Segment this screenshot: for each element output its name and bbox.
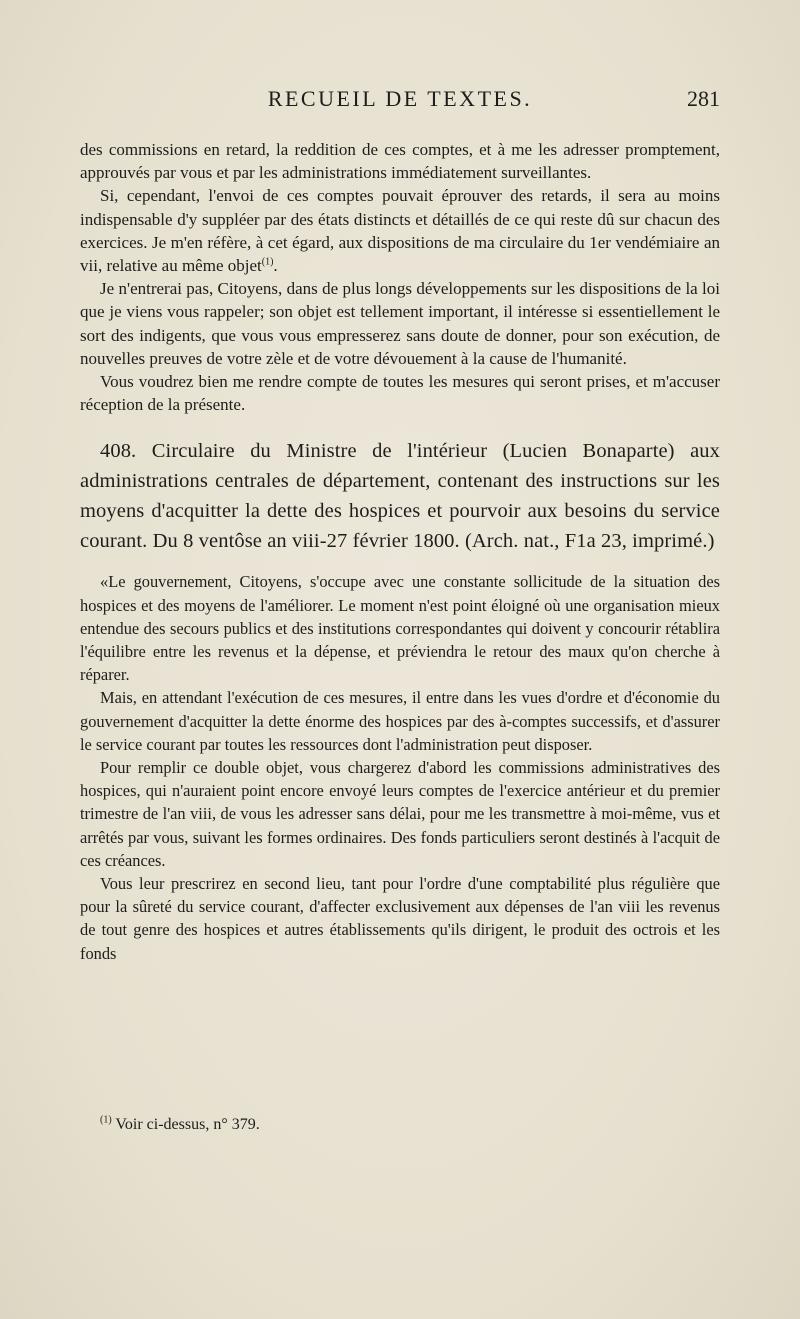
main-text (80, 138, 720, 965)
page-number: 281 (687, 86, 720, 111)
running-head (80, 86, 720, 120)
paragraph: «Le gouvernement, Citoyens, s'occupe avec une constante sollicitude de la situation des hospices et des moyens de l'améliorer. Le moment n'est point éloigné où une organisation mieux entendue des secours publics et des institutions correspondantes qui doivent y concourir rétablira l'équilibre entre les revenus et la dépense, et préviendra le retour des maux qu'on cherche à réparer. (80, 572, 720, 685)
circular-quotation (80, 570, 720, 964)
footnote-marker: (1) (100, 1114, 112, 1126)
footnote-text: Voir ci-dessus, n° 379. (115, 1116, 260, 1133)
running-title: RECUEIL DE TEXTES. (267, 86, 533, 111)
footnote (100, 1116, 260, 1134)
paragraph (80, 184, 720, 277)
paragraph: Je n'entrerai pas, Citoyens, dans de plus longs développements sur les dispositions de la loi que je viens vous rappeler; son objet est tellement important, il intéresse si essentiellement le sort des indigents, que vous vous empresserez sans doute de donner, pour son exécution, de nouvelles preuves de votre zèle et de votre dévouement à la cause de l'humanité. (80, 279, 720, 368)
paragraph: Vous leur prescrirez en second lieu, tant pour l'ordre d'une comptabilité plus régulière que pour la sûreté du service courant, d'affecter exclusivement aux dépenses de l'an viii les revenus de tout genre des hospices et autres établissements qu'ils dirigent, le produit des octrois et les fonds (80, 874, 720, 963)
paragraph-end: . (273, 256, 278, 276)
paragraph: des commissions en retard, la reddition de ces comptes, et à me les adresser promptement, approuvés par vous et par les administrations immédiatement surveillantes. (80, 140, 720, 183)
section-heading: 408. Circulaire du Ministre de l'intérieur (Lucien Bonaparte) aux administrations centrales de département, contenant des instructions sur les moyens d'acquitter la dette des hospices et pourvoir aux besoins du service courant. Du 8 ventôse an viii-27 février 1800. (Arch. nat., F1a 23, imprimé.) (80, 440, 720, 553)
paragraph-text: Si, cependant, l'envoi de ces comptes pouvait éprouver des retards, il sera au moins indispensable d'y suppléer par des états distincts et détaillés de ce qui reste dû sur chacun des exercices. Je m'en réfère, à cet égard, aux dispositions de ma circulaire du 1er vendémiaire an vii, relative au même objet (80, 186, 720, 276)
paragraph: Pour remplir ce double objet, vous chargerez d'abord les commissions administratives des hospices, qui n'auraient point encore envoyé leurs comptes de l'exercice antérieur et du premier trimestre de l'an viii, de vous les adresser sans délai, pour me les transmettre à moi-même, vus et arrêtés par vous, suivant les formes ordinaires. Des fonds particuliers seront destinés à l'acquit de ces créances. (80, 758, 720, 870)
footnote-reference: (1) (261, 256, 274, 268)
paragraph: Vous voudrez bien me rendre compte de toutes les mesures qui seront prises, et m'accuser réception de la présente. (80, 372, 720, 415)
paragraph: Mais, en attendant l'exécution de ces mesures, il entre dans les vues d'ordre et d'économie du gouvernement d'acquitter la dette énorme des hospices par des à-comptes successifs, et d'assurer le service courant par toutes les ressources dont l'administration peut disposer. (80, 688, 720, 754)
